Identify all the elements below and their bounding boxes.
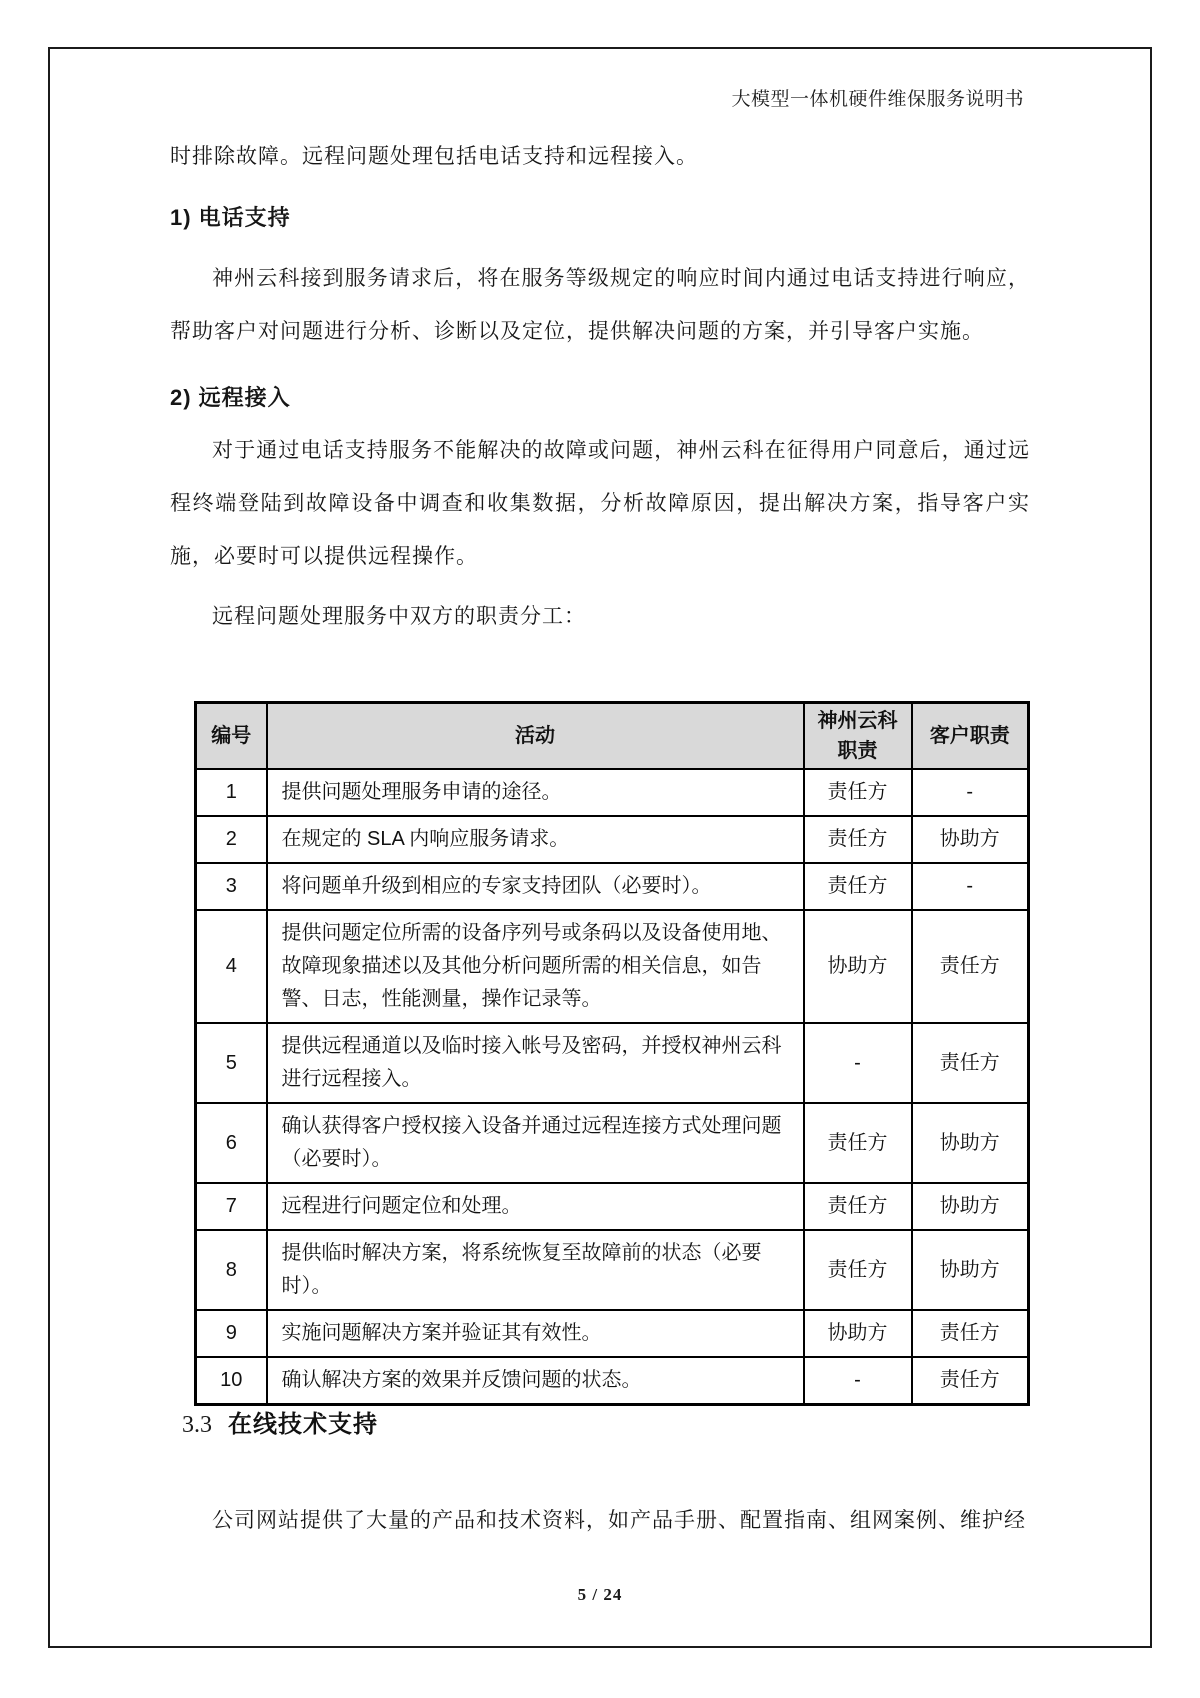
remote-access-paragraph: 对于通过电话支持服务不能解决的故障或问题，神州云科在征得用户同意后，通过远程终端登陆到故障设备中调查和收集数据，分析故障原因，提出解决方案，指导客户实施，必要时可以提供远程操作。 [170, 439, 1030, 568]
cell-activity: 确认获得客户授权接入设备并通过远程连接方式处理问题（必要时）。 [267, 1103, 804, 1183]
phone-support-paragraph: 神州云科接到服务请求后，将在服务等级规定的响应时间内通过电话支持进行响应，帮助客户对问题进行分析、诊断以及定位，提供解决问题的方案，并引导客户实施。 [170, 267, 1030, 343]
table-row [196, 1357, 1029, 1405]
cell-customer-role: - [912, 863, 1029, 910]
cell-number: 5 [196, 1023, 267, 1103]
cell-activity: 在规定的 SLA 内响应服务请求。 [267, 816, 804, 863]
cell-number: 9 [196, 1310, 267, 1357]
cell-customer-role: 责任方 [912, 910, 1029, 1023]
remote-access-heading: 2) 远程接入 [170, 385, 291, 410]
cell-vendor-role: 责任方 [804, 1103, 912, 1183]
cell-number: 10 [196, 1357, 267, 1405]
cell-activity: 提供问题处理服务申请的途径。 [267, 769, 804, 816]
table-row [196, 863, 1029, 910]
cell-activity: 远程进行问题定位和处理。 [267, 1183, 804, 1230]
header-cell-number: 编号 [196, 703, 267, 770]
responsibilities-caption: 远程问题处理服务中双方的职责分工： [212, 605, 586, 628]
cell-vendor-role: 责任方 [804, 816, 912, 863]
section-title: 在线技术支持 [228, 1411, 378, 1438]
cell-number: 1 [196, 769, 267, 816]
cell-customer-role: 责任方 [912, 1023, 1029, 1103]
cell-number: 2 [196, 816, 267, 863]
table-row [196, 816, 1029, 863]
table-row [196, 1183, 1029, 1230]
cell-vendor-role: 协助方 [804, 1310, 912, 1357]
cell-number: 7 [196, 1183, 267, 1230]
intro-paragraph: 时排除故障。远程问题处理包括电话支持和远程接入。 [170, 145, 698, 168]
table-row [196, 1023, 1029, 1103]
cell-number: 6 [196, 1103, 267, 1183]
cell-customer-role: 协助方 [912, 816, 1029, 863]
cell-customer-role: - [912, 769, 1029, 816]
table-row [196, 769, 1029, 816]
cell-customer-role: 协助方 [912, 1230, 1029, 1310]
header-cell-vendor-role: 神州云科职责 [804, 703, 912, 770]
cell-customer-role: 协助方 [912, 1103, 1029, 1183]
section-number: 3.3 [182, 1412, 212, 1438]
table-row [196, 1310, 1029, 1357]
table-row [196, 1230, 1029, 1310]
header-cell-customer-role: 客户职责 [912, 703, 1029, 770]
section-heading [182, 1408, 378, 1442]
cell-activity: 提供问题定位所需的设备序列号或条码以及设备使用地、故障现象描述以及其他分析问题所需的相关信息，如告警、日志，性能测量，操作记录等。 [267, 910, 804, 1023]
cell-customer-role: 责任方 [912, 1357, 1029, 1405]
cell-activity: 提供临时解决方案，将系统恢复至故障前的状态（必要时）。 [267, 1230, 804, 1310]
page-number-footer: 5 / 24 [577, 1585, 623, 1604]
cell-customer-role: 责任方 [912, 1310, 1029, 1357]
cell-activity: 实施问题解决方案并验证其有效性。 [267, 1310, 804, 1357]
online-support-paragraph: 公司网站提供了大量的产品和技术资料，如产品手册、配置指南、组网案例、维护经 [212, 1509, 1026, 1532]
cell-vendor-role: 责任方 [804, 1183, 912, 1230]
cell-number: 3 [196, 863, 267, 910]
cell-vendor-role: 责任方 [804, 769, 912, 816]
table-header-row [196, 703, 1029, 770]
cell-vendor-role: - [804, 1357, 912, 1405]
cell-vendor-role: 责任方 [804, 1230, 912, 1310]
cell-number: 4 [196, 910, 267, 1023]
header-title: 大模型一体机硬件维保服务说明书 [731, 89, 1024, 110]
cell-vendor-role: - [804, 1023, 912, 1103]
header-cell-activity: 活动 [267, 703, 804, 770]
cell-activity: 确认解决方案的效果并反馈问题的状态。 [267, 1357, 804, 1405]
cell-number: 8 [196, 1230, 267, 1310]
cell-vendor-role: 责任方 [804, 863, 912, 910]
cell-vendor-role: 协助方 [804, 910, 912, 1023]
cell-customer-role: 协助方 [912, 1183, 1029, 1230]
cell-activity: 提供远程通道以及临时接入帐号及密码，并授权神州云科进行远程接入。 [267, 1023, 804, 1103]
cell-activity: 将问题单升级到相应的专家支持团队（必要时）。 [267, 863, 804, 910]
responsibilities-table [194, 701, 1030, 1406]
table-row [196, 1103, 1029, 1183]
table-row [196, 910, 1029, 1023]
phone-support-heading: 1) 电话支持 [170, 205, 291, 230]
